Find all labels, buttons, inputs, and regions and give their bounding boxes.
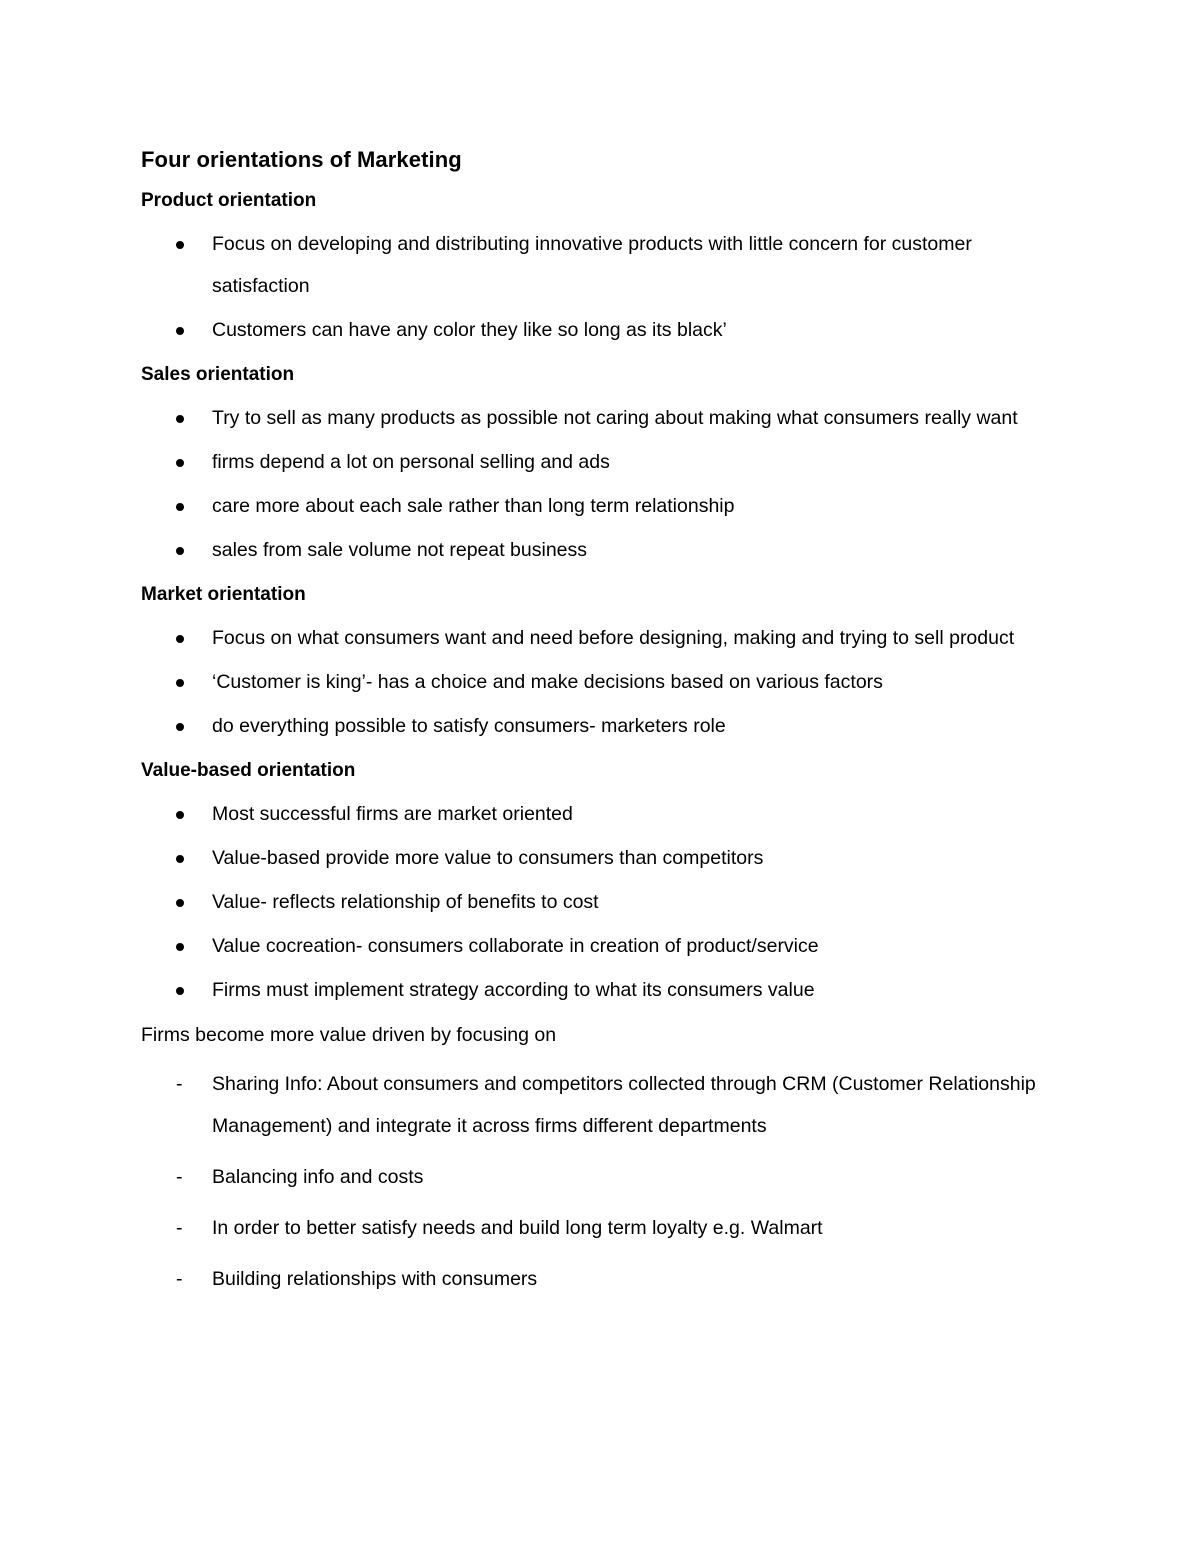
list-item-text: Try to sell as many products as possible not caring about making what consumers really want bbox=[212, 407, 1018, 429]
list-item bbox=[141, 705, 1061, 747]
list-item-text: Value- reflects relationship of benefits to cost bbox=[212, 891, 599, 913]
dash-icon: - bbox=[176, 1073, 183, 1095]
bullet-icon bbox=[176, 241, 184, 249]
list-item-text: Value-based provide more value to consumers than competitors bbox=[212, 847, 764, 869]
list-item bbox=[141, 1207, 1061, 1249]
bullet-list-market-orientation bbox=[141, 617, 1061, 747]
list-item-text: Value cocreation- consumers collaborate in creation of product/service bbox=[212, 935, 819, 957]
dash-icon: - bbox=[176, 1268, 183, 1290]
list-item-text: Sharing Info: About consumers and competitors collected through CRM (Customer Relationship Management) and integrate it across firms different departments bbox=[212, 1073, 1036, 1137]
list-item bbox=[141, 617, 1061, 659]
bullet-icon bbox=[176, 723, 184, 731]
bullet-icon bbox=[176, 635, 184, 643]
list-item bbox=[141, 397, 1061, 439]
section-heading-market-orientation: Market orientation bbox=[141, 584, 306, 605]
list-item bbox=[141, 793, 1061, 835]
section-heading-value-based-orientation: Value-based orientation bbox=[141, 760, 356, 781]
bullet-list-sales-orientation bbox=[141, 397, 1061, 571]
document-title: Four orientations of Marketing bbox=[141, 147, 462, 172]
bullet-icon bbox=[176, 855, 184, 863]
list-item-text: Most successful firms are market oriented bbox=[212, 803, 573, 825]
bullet-icon bbox=[176, 327, 184, 335]
list-item-text: Focus on what consumers want and need before designing, making and trying to sell product bbox=[212, 627, 1015, 649]
list-item-text: Balancing info and costs bbox=[212, 1166, 424, 1188]
list-item bbox=[141, 1258, 1061, 1300]
list-item-text: Focus on developing and distributing innovative products with little concern for customer satisfaction bbox=[212, 233, 972, 297]
bullet-list-product-orientation bbox=[141, 223, 1061, 351]
section-heading-sales-orientation: Sales orientation bbox=[141, 364, 295, 385]
list-item bbox=[141, 309, 1061, 351]
list-item bbox=[141, 1156, 1061, 1198]
list-item-text: sales from sale volume not repeat business bbox=[212, 539, 588, 561]
bullet-icon bbox=[176, 459, 184, 467]
bullet-list-value-based-orientation bbox=[141, 793, 1061, 1011]
list-item bbox=[141, 881, 1061, 923]
list-item-text: firms depend a lot on personal selling and ads bbox=[212, 451, 610, 473]
list-item bbox=[141, 837, 1061, 879]
list-item bbox=[141, 1063, 1061, 1147]
section-heading-product-orientation: Product orientation bbox=[141, 190, 317, 211]
list-item-text: do everything possible to satisfy consumers- marketers role bbox=[212, 715, 726, 737]
list-item-text: care more about each sale rather than long term relationship bbox=[212, 495, 735, 517]
list-item bbox=[141, 441, 1061, 483]
dash-list-value-driven bbox=[141, 1063, 1061, 1300]
document-content bbox=[141, 143, 1061, 1309]
dash-icon: - bbox=[176, 1166, 183, 1188]
bullet-icon bbox=[176, 503, 184, 511]
bullet-icon bbox=[176, 811, 184, 819]
bullet-icon bbox=[176, 415, 184, 423]
list-item bbox=[141, 529, 1061, 571]
list-item-text: Customers can have any color they like so long as its black’ bbox=[212, 319, 727, 341]
list-item bbox=[141, 969, 1061, 1011]
list-item-text: Firms must implement strategy according to what its consumers value bbox=[212, 979, 815, 1001]
bullet-icon bbox=[176, 943, 184, 951]
list-item-text: Building relationships with consumers bbox=[212, 1268, 538, 1290]
value-driven-intro: Firms become more value driven by focusing on bbox=[141, 1024, 557, 1046]
list-item-text: In order to better satisfy needs and build long term loyalty e.g. Walmart bbox=[212, 1217, 823, 1239]
list-item bbox=[141, 661, 1061, 703]
list-item-text: ‘Customer is king’- has a choice and make decisions based on various factors bbox=[212, 671, 883, 693]
list-item bbox=[141, 223, 1061, 307]
bullet-icon bbox=[176, 987, 184, 995]
bullet-icon bbox=[176, 899, 184, 907]
bullet-icon bbox=[176, 679, 184, 687]
bullet-icon bbox=[176, 547, 184, 555]
list-item bbox=[141, 485, 1061, 527]
dash-icon: - bbox=[176, 1217, 183, 1239]
list-item bbox=[141, 925, 1061, 967]
